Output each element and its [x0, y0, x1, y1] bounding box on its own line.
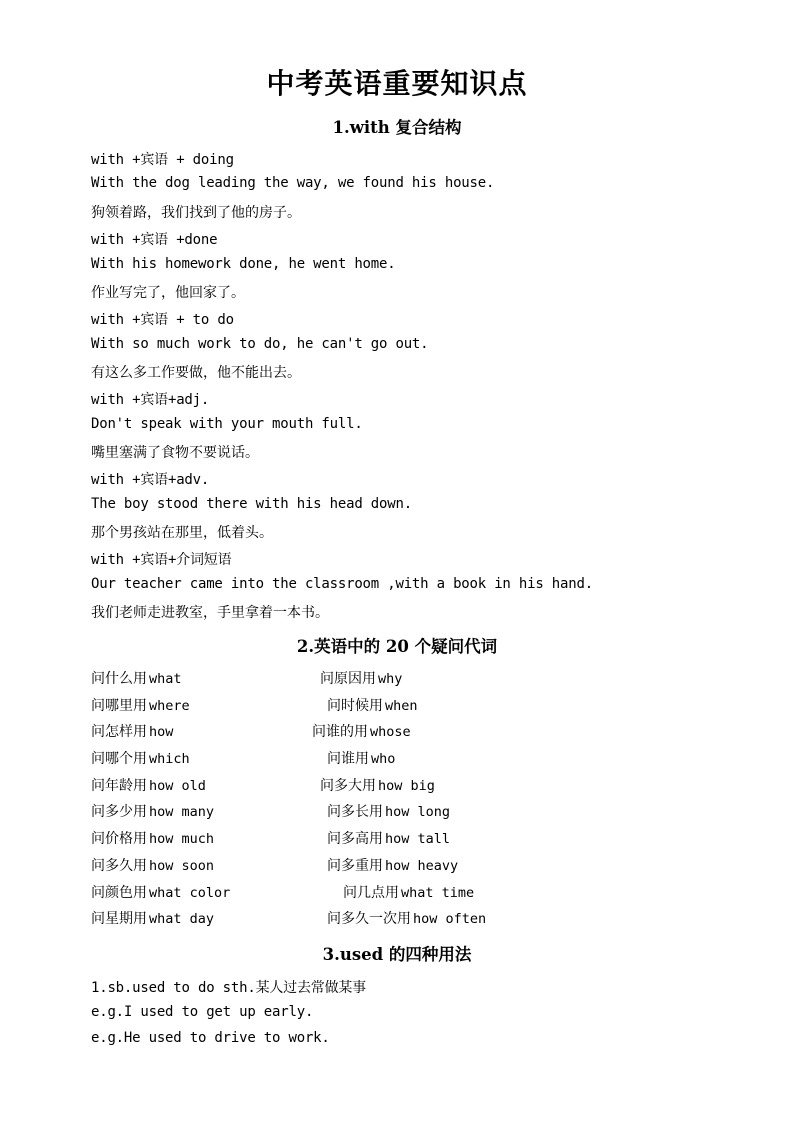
- s1-line: with +宾语+adj.: [91, 392, 210, 408]
- table-row: [91, 801, 611, 828]
- s1-line: with +宾语+adv.: [91, 472, 210, 488]
- right-cell: 问多高用 how tall: [327, 831, 451, 848]
- s1-line: 狗领着路，我们找到了他的房子。: [91, 205, 301, 221]
- left-cell: 问颜色用 what color: [91, 884, 231, 901]
- left-cell: 问多少用 how many: [91, 804, 215, 821]
- s1-line: 我们老师走进教室，手里拿着一本书。: [91, 605, 329, 621]
- s3-line: 1.sb.used to do sth.某人过去常做某事: [91, 980, 366, 996]
- right-cell: 问多久一次用 how often: [327, 911, 487, 928]
- table-row: [91, 775, 611, 802]
- table-row: [91, 828, 611, 855]
- left-cell: 问年龄用 how old: [91, 777, 206, 794]
- s1-line: Our teacher came into the classroom ,with a book in his hand.: [91, 576, 593, 592]
- s1-line: 那个男孩站在那里，低着头。: [91, 525, 273, 541]
- right-cell: 问原因用 why: [320, 671, 403, 687]
- s3-line: e.g.He used to drive to work.: [91, 1030, 330, 1046]
- right-cell: 问几点用 what time: [343, 884, 475, 901]
- right-cell: 问多大用 how big: [320, 777, 435, 794]
- right-cell: 问谁用 who: [327, 751, 396, 768]
- s1-line: with +宾语 + doing: [91, 152, 234, 168]
- left-cell: 问多久用 how soon: [91, 857, 215, 874]
- right-cell: 问谁的用 whose: [312, 724, 411, 741]
- left-cell: 问什么用 what: [91, 671, 182, 687]
- s1-line: 嘴里塞满了食物不要说话。: [91, 445, 259, 461]
- s3-line: e.g.I used to get up early.: [91, 1004, 314, 1020]
- s1-line: With the dog leading the way, we found his house.: [91, 175, 495, 191]
- s1-line: 有这么多工作要做，他不能出去。: [91, 365, 301, 381]
- section2-heading: 2.英语中的 20 个疑问代词: [296, 637, 498, 656]
- s1-line: 作业写完了，他回家了。: [91, 285, 245, 301]
- table-row: [91, 668, 611, 695]
- table-row: [91, 908, 611, 935]
- s1-line: With his homework done, he went home.: [91, 256, 396, 272]
- s1-line: with +宾语 + to do: [91, 312, 234, 328]
- left-cell: 问哪里用 where: [91, 697, 190, 714]
- table-row: [91, 748, 611, 775]
- s1-line: Don't speak with your mouth full.: [91, 416, 363, 432]
- table-row: [91, 721, 611, 748]
- left-cell: 问星期用 what day: [91, 911, 215, 928]
- right-cell: 问多重用 how heavy: [327, 857, 459, 874]
- right-cell: 问多长用 how long: [327, 804, 451, 821]
- left-cell: 问怎样用 how: [91, 724, 174, 741]
- table-row: [91, 855, 611, 882]
- document-title: 中考英语重要知识点: [266, 67, 528, 100]
- section3-heading: 3.used 的四种用法: [322, 945, 472, 964]
- table-row: [91, 882, 611, 909]
- s1-line: with +宾语 +done: [91, 232, 218, 248]
- table-row: [91, 695, 611, 722]
- s1-line: with +宾语+介词短语: [91, 552, 232, 568]
- question-word-table: [91, 668, 611, 935]
- s1-line: With so much work to do, he can't go out.: [91, 336, 429, 352]
- right-cell: 问时候用 when: [327, 697, 418, 714]
- s1-line: The boy stood there with his head down.: [91, 496, 412, 512]
- left-cell: 问哪个用 which: [91, 751, 190, 768]
- section1-heading: 1.with 复合结构: [332, 118, 462, 137]
- left-cell: 问价格用 how much: [91, 831, 215, 848]
